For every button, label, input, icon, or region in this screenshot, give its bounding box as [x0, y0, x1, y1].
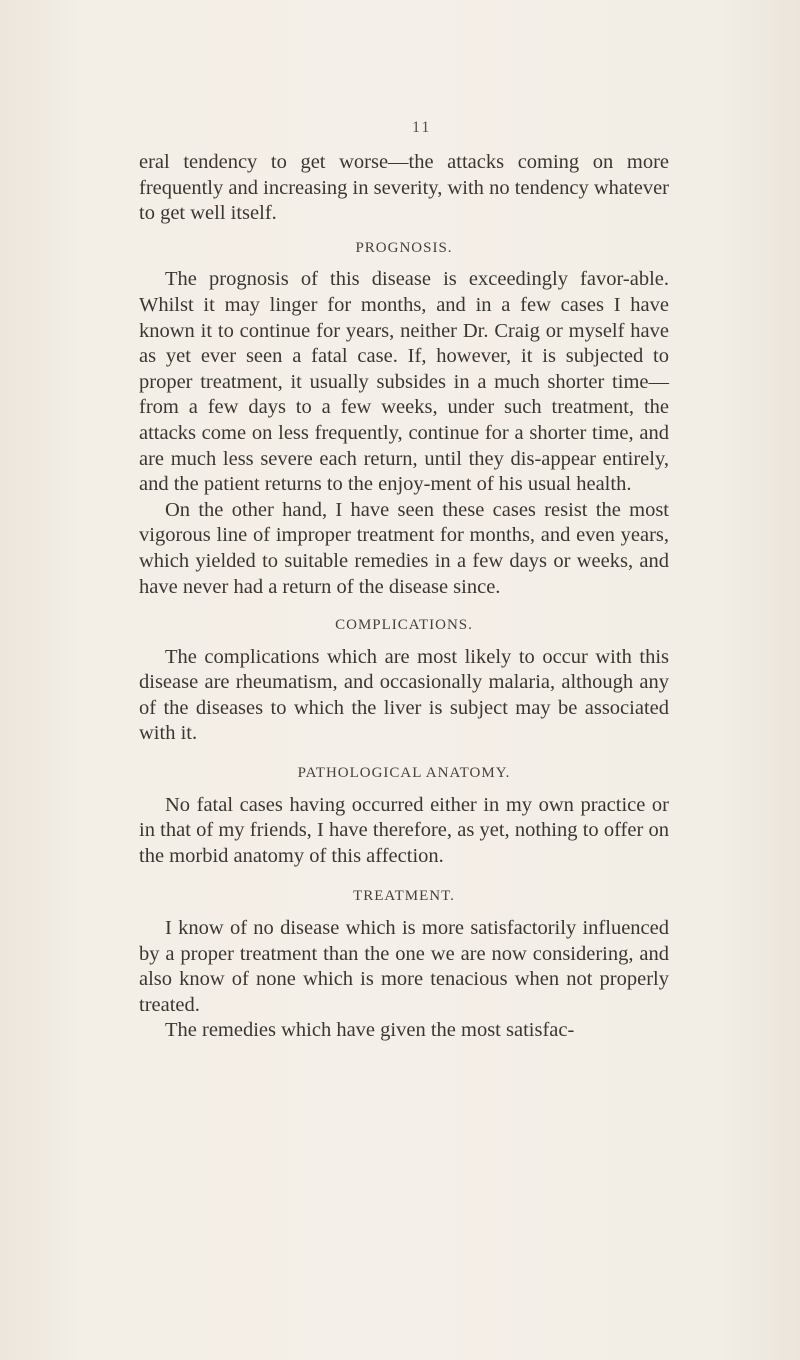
complications-paragraph: The complications which are most likely to occur with this disease are rheumatism, and occasionally malaria, although any of the diseases to which the liver is subject may be associated with it.: [139, 645, 669, 745]
prognosis-paragraph-1: The prognosis of this disease is exceedingly favor-able. Whilst it may linger for months, and in a few cases I have known it to continue for years, neither Dr. Craig or myself have as yet ever seen a fatal case. If, however, it is subjected to proper treatment, it usually subsides in a much shorter time—from a few days to a few weeks, under such treatment, the attacks come on less frequently, continue for a shorter time, and are much less severe each return, until they dis-appear entirely, and the patient returns to the enjoy-ment of his usual health.: [139, 268, 669, 496]
treatment-paragraph-2: The remedies which have given the most satisfac-: [165, 1019, 575, 1042]
treatment-paragraph-1: I know of no disease which is more satisfactorily influenced by a proper treatment than the one we are now considering, and also know of none which is more tenacious when not properly treated.: [139, 917, 669, 1016]
section-heading-prognosis: PROGNOSIS.: [355, 239, 453, 256]
page-body: [139, 150, 669, 1044]
page-number: 11: [412, 119, 432, 136]
section-heading-treatment: TREATMENT.: [353, 888, 455, 905]
section-heading-pathological-anatomy: PATHOLOGICAL ANATOMY.: [297, 765, 511, 782]
opening-paragraph: eral tendency to get worse—the attacks coming on more frequently and increasing in severity, with no tendency whatever to get well itself.: [139, 151, 669, 225]
pathological-anatomy-paragraph: No fatal cases having occurred either in my own practice or in that of my friends, I have therefore, as yet, nothing to offer on the morbid anatomy of this affection.: [139, 793, 669, 867]
section-heading-complications: COMPLICATIONS.: [335, 617, 473, 634]
prognosis-paragraph-2: On the other hand, I have seen these cases resist the most vigorous line of improper treatment for months, and even years, which yielded to suitable remedies in a few days or weeks, and have never had a return of the disease since.: [139, 498, 669, 598]
